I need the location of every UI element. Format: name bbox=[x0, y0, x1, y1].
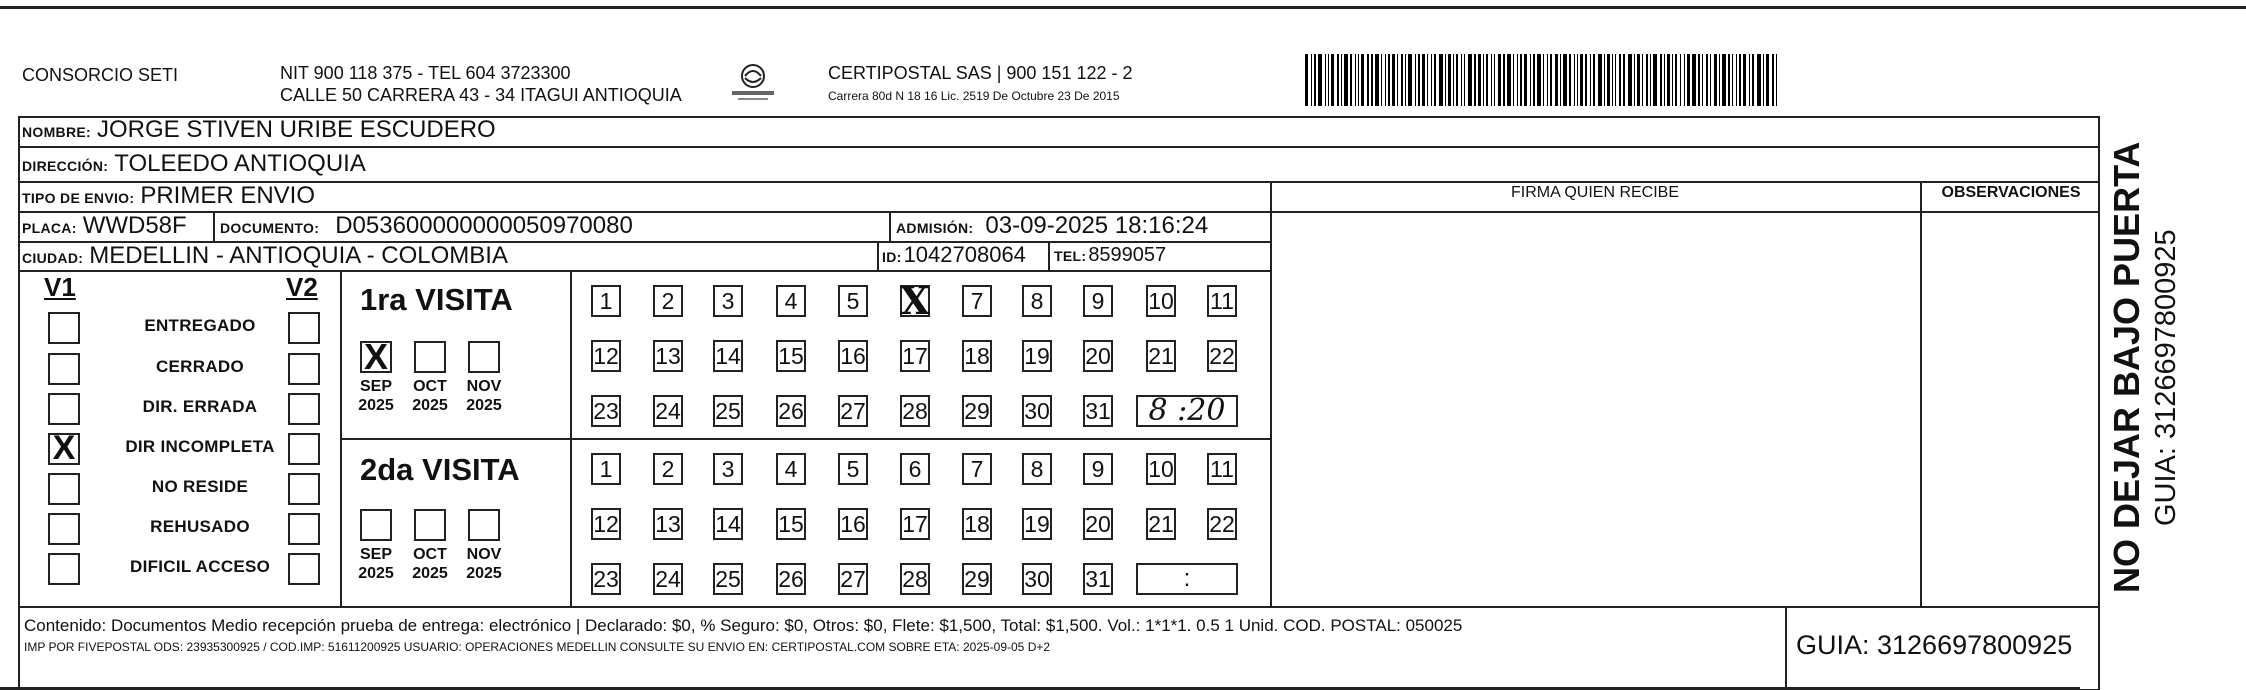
tel-value: 8599057 bbox=[1088, 244, 1167, 266]
barcode-bar bbox=[1328, 54, 1329, 106]
day-box[interactable]: 9 bbox=[1083, 453, 1113, 485]
company-name: CONSORCIO SETI bbox=[22, 65, 179, 85]
barcode-bar bbox=[1563, 54, 1567, 106]
barcode-bar bbox=[1397, 54, 1398, 106]
barcode-bar bbox=[1714, 54, 1717, 106]
barcode-bar bbox=[1650, 54, 1651, 106]
day-box[interactable]: 25 bbox=[713, 563, 743, 595]
certipostal-line1: CERTIPOSTAL SAS | 900 151 122 - 2 bbox=[828, 63, 1133, 83]
day-box[interactable]: 24 bbox=[653, 563, 683, 595]
barcode-bar bbox=[1491, 54, 1492, 106]
v1-checkbox[interactable] bbox=[48, 312, 80, 344]
barcode-bar bbox=[1461, 54, 1462, 106]
admision-value: 03-09-2025 18:16:24 bbox=[985, 212, 1209, 239]
day-box[interactable]: 7 bbox=[962, 453, 992, 485]
barcode-bar bbox=[1337, 54, 1339, 106]
month-checkbox[interactable] bbox=[468, 341, 500, 373]
barcode-bar bbox=[1341, 54, 1342, 106]
v2-label: V2 bbox=[286, 272, 318, 302]
v1-checkbox[interactable] bbox=[48, 553, 80, 585]
footer-guia: GUIA: 3126697800925 bbox=[1796, 630, 2073, 660]
barcode-bar bbox=[1604, 54, 1605, 106]
tipo-label: TIPO DE ENVIO: bbox=[22, 190, 135, 206]
v1-label: V1 bbox=[44, 272, 76, 302]
day-box[interactable]: 12 bbox=[591, 340, 621, 372]
documento-row bbox=[220, 212, 633, 240]
barcode-bar bbox=[1513, 54, 1514, 106]
tel-label: TEL: bbox=[1054, 248, 1087, 264]
month-label: SEP 2025 bbox=[358, 378, 394, 414]
barcode-bar bbox=[1418, 54, 1420, 106]
v1-checkbox[interactable] bbox=[48, 513, 80, 545]
footer-print-line: IMP POR FIVEPOSTAL ODS: 23935300925 / COD.IMP: 51611200925 USUARIO: OPERACIONES MEDELLIN CONSULTE SU ENVIO EN: CERTIPOSTAL.COM SOBRE ETA: 2025-09-05 D+2 bbox=[24, 640, 1051, 654]
barcode-bar bbox=[1577, 54, 1578, 106]
day-box[interactable]: 15 bbox=[776, 508, 806, 540]
day-box[interactable]: 27 bbox=[838, 395, 868, 427]
status-option-label: DIR INCOMPLETA bbox=[125, 437, 275, 456]
barcode-bar bbox=[1486, 54, 1488, 106]
barcode-bar bbox=[1483, 54, 1484, 106]
barcode-bar bbox=[1520, 54, 1522, 106]
barcode-bar bbox=[1498, 54, 1501, 106]
ciudad-value: MEDELLIN - ANTIOQUIA - COLOMBIA bbox=[89, 242, 508, 269]
day-box[interactable]: 4 bbox=[776, 285, 806, 317]
barcode-bar bbox=[1706, 54, 1708, 106]
second-visit-title: 2da VISITA bbox=[360, 452, 520, 487]
day-box[interactable]: 18 bbox=[962, 508, 992, 540]
barcode-bar bbox=[1728, 54, 1730, 106]
v2-checkbox[interactable] bbox=[288, 393, 320, 425]
month-checkbox[interactable] bbox=[414, 509, 446, 541]
barcode-bar bbox=[1619, 54, 1621, 106]
v2-checkbox[interactable] bbox=[288, 473, 320, 505]
barcode-bar bbox=[1672, 54, 1673, 106]
barcode-bar bbox=[1612, 54, 1613, 106]
day-box[interactable]: 30 bbox=[1022, 563, 1052, 595]
barcode-bar bbox=[1464, 54, 1465, 106]
day-box[interactable]: 22 bbox=[1207, 340, 1237, 372]
barcode-bar bbox=[1569, 54, 1571, 106]
day-box[interactable]: 1 bbox=[591, 453, 621, 485]
day-box[interactable]: 29 bbox=[962, 563, 992, 595]
barcode-bar bbox=[1628, 54, 1632, 106]
barcode-bar bbox=[1607, 54, 1610, 106]
tipo-row bbox=[22, 182, 315, 210]
day-box[interactable]: 30 bbox=[1022, 395, 1052, 427]
nombre-label: NOMBRE: bbox=[22, 124, 91, 140]
barcode-bar bbox=[1311, 54, 1312, 106]
v1-checkbox[interactable] bbox=[48, 473, 80, 505]
time-box[interactable]: 8 :20 bbox=[1136, 395, 1238, 427]
status-option-label: DIR. ERRADA bbox=[142, 397, 258, 416]
barcode-bar bbox=[1752, 54, 1754, 106]
day-box[interactable]: 2 bbox=[653, 453, 683, 485]
barcode-bar bbox=[1710, 54, 1711, 106]
barcode-bar bbox=[1361, 54, 1364, 106]
barcode-bar bbox=[1318, 54, 1322, 106]
month-label: OCT 2025 bbox=[412, 378, 448, 414]
barcode-bar bbox=[1623, 54, 1625, 106]
barcode-bar bbox=[1355, 54, 1356, 106]
day-box[interactable]: 1 bbox=[591, 285, 621, 317]
v1-checkbox[interactable] bbox=[48, 353, 80, 385]
barcode-bar bbox=[1664, 54, 1665, 106]
barcode-bar bbox=[1598, 54, 1602, 106]
barcode-bar bbox=[1325, 54, 1326, 106]
day-box[interactable]: 18 bbox=[962, 340, 992, 372]
day-box[interactable]: 20 bbox=[1083, 340, 1113, 372]
day-box[interactable]: 11 bbox=[1207, 453, 1237, 485]
day-box[interactable]: 17 bbox=[900, 508, 930, 540]
barcode-bar bbox=[1401, 54, 1403, 106]
barcode-bar bbox=[1550, 54, 1552, 106]
barcode-bar bbox=[1503, 54, 1505, 106]
barcode-bar bbox=[1388, 54, 1390, 106]
barcode-bar bbox=[1375, 54, 1379, 106]
shipping-label-frame bbox=[18, 116, 2100, 690]
barcode-bar bbox=[1468, 54, 1472, 106]
barcode-bar bbox=[1434, 54, 1436, 106]
month-checkbox[interactable] bbox=[414, 341, 446, 373]
day-box[interactable]: 8 bbox=[1022, 453, 1052, 485]
barcode-bar bbox=[1408, 54, 1412, 106]
id-label: ID: bbox=[882, 249, 902, 265]
day-box[interactable]: 20 bbox=[1083, 508, 1113, 540]
day-box[interactable]: 16 bbox=[838, 340, 868, 372]
barcode-bar bbox=[1687, 54, 1690, 106]
id-value: 1042708064 bbox=[903, 242, 1026, 267]
day-box[interactable]: 3 bbox=[713, 285, 743, 317]
day-box[interactable]: 6 bbox=[900, 453, 930, 485]
barcode-bar bbox=[1585, 54, 1587, 106]
observaciones-header: OBSERVACIONES bbox=[1941, 184, 2081, 201]
top-rule bbox=[0, 6, 2246, 9]
day-box[interactable]: 26 bbox=[776, 395, 806, 427]
placa-label: PLACA: bbox=[22, 220, 77, 236]
day-check-mark: X bbox=[900, 278, 930, 323]
day-box[interactable]: 29 bbox=[962, 395, 992, 427]
barcode-bar bbox=[1537, 54, 1541, 106]
day-box[interactable]: 5 bbox=[838, 453, 868, 485]
ciudad-label: CIUDAD: bbox=[22, 250, 84, 266]
time-box[interactable]: : bbox=[1136, 563, 1238, 595]
barcode-bar bbox=[1590, 54, 1591, 106]
barcode-bar bbox=[1660, 54, 1662, 106]
certipostal-line2: Carrera 80d N 18 16 Lic. 2519 De Octubre 23 De 2015 bbox=[828, 89, 1120, 103]
barcode-bar bbox=[1702, 54, 1703, 106]
address-line: CALLE 50 CARRERA 43 - 34 ITAGUI ANTIOQUIA bbox=[280, 85, 682, 105]
barcode-bar bbox=[1739, 54, 1741, 106]
barcode-bar bbox=[1314, 54, 1316, 106]
barcode-bar bbox=[1580, 54, 1583, 106]
barcode-bar bbox=[1344, 54, 1348, 106]
day-box[interactable]: 13 bbox=[653, 340, 683, 372]
barcode-bar bbox=[1367, 54, 1369, 106]
status-option-label: REHUSADO bbox=[150, 517, 250, 536]
day-box[interactable]: 9 bbox=[1083, 285, 1113, 317]
barcode-bar bbox=[1675, 54, 1677, 106]
firma-header: FIRMA QUIEN RECIBE bbox=[1510, 184, 1680, 201]
barcode-bar bbox=[1776, 54, 1777, 106]
barcode-bar bbox=[1533, 54, 1535, 106]
day-box[interactable]: 8 bbox=[1022, 285, 1052, 317]
barcode-bar bbox=[1743, 54, 1746, 106]
barcode-bar bbox=[1637, 54, 1640, 106]
barcode-bar bbox=[1456, 54, 1458, 106]
status-option-label: DIFICIL ACCESO bbox=[130, 557, 271, 576]
barcode-bar bbox=[1431, 54, 1432, 106]
v2-checkbox[interactable] bbox=[288, 353, 320, 385]
certipostal-logo bbox=[730, 60, 776, 106]
day-box[interactable]: 26 bbox=[776, 563, 806, 595]
day-box[interactable]: 19 bbox=[1022, 340, 1052, 372]
day-box[interactable]: 22 bbox=[1207, 508, 1237, 540]
direccion-label: DIRECCIÓN: bbox=[22, 158, 109, 174]
first-visit-title: 1ra VISITA bbox=[360, 282, 513, 317]
day-box[interactable]: 25 bbox=[713, 395, 743, 427]
barcode-bar bbox=[1719, 54, 1720, 106]
barcode-bar bbox=[1530, 54, 1531, 106]
barcode-bar bbox=[1392, 54, 1395, 106]
v2-checkbox[interactable] bbox=[288, 513, 320, 545]
day-box[interactable]: 2 bbox=[653, 285, 683, 317]
barcode-bar bbox=[1692, 54, 1696, 106]
v2-checkbox[interactable] bbox=[288, 433, 320, 465]
barcode-bar bbox=[1684, 54, 1685, 106]
status-option-label: CERRADO bbox=[155, 357, 245, 376]
barcode-bar bbox=[1350, 54, 1352, 106]
day-box[interactable]: 19 bbox=[1022, 508, 1052, 540]
day-box[interactable]: 21 bbox=[1146, 340, 1176, 372]
barcode-bar bbox=[1653, 54, 1657, 106]
barcode-bar bbox=[1766, 54, 1769, 106]
barcode-bar bbox=[1543, 54, 1544, 106]
barcode-bar bbox=[1507, 54, 1511, 106]
barcode-bar bbox=[1615, 54, 1616, 106]
barcode-bar bbox=[1415, 54, 1416, 106]
barcode-bar bbox=[1405, 54, 1406, 106]
direccion-row bbox=[22, 150, 366, 178]
barcode-bar bbox=[1642, 54, 1643, 106]
barcode-bar bbox=[1574, 54, 1575, 106]
barcode-bar bbox=[1358, 54, 1359, 106]
day-box[interactable]: 7 bbox=[962, 285, 992, 317]
day-box[interactable]: 3 bbox=[713, 453, 743, 485]
day-box[interactable]: 15 bbox=[776, 340, 806, 372]
nombre-value: JORGE STIVEN URIBE ESCUDERO bbox=[96, 116, 496, 143]
month-label: SEP 2025 bbox=[358, 546, 394, 582]
barcode-bar bbox=[1371, 54, 1373, 106]
barcode-bar bbox=[1732, 54, 1733, 106]
day-box[interactable]: 11 bbox=[1207, 285, 1237, 317]
no-dejar-warning: NO DEJAR BAJO PUERTA bbox=[2106, 141, 2147, 593]
barcode-bar bbox=[1593, 54, 1595, 106]
day-box[interactable]: 14 bbox=[713, 340, 743, 372]
footer-content-line: Contenido: Documentos Medio recepción prueba de entrega: electrónico | Declarado: $0, % Seguro: $0, Otros: $0, Flete: $1,500, Total: $1,500. Vol.: 1*1*1. 0.5 1 Unid. COD. POSTAL: 050025 bbox=[24, 616, 1463, 635]
month-label: OCT 2025 bbox=[412, 546, 448, 582]
id-row bbox=[882, 242, 1026, 268]
status-option-label: ENTREGADO bbox=[144, 316, 256, 335]
barcode-bar bbox=[1517, 54, 1518, 106]
barcode-bar bbox=[1381, 54, 1382, 106]
status-option-label: NO RESIDE bbox=[151, 477, 249, 496]
barcode bbox=[1305, 54, 1960, 106]
barcode-bar bbox=[1634, 54, 1635, 106]
barcode-bar bbox=[1667, 54, 1670, 106]
barcode-bar bbox=[1524, 54, 1527, 106]
day-box[interactable]: 28 bbox=[900, 395, 930, 427]
nombre-row bbox=[22, 116, 496, 144]
day-box[interactable]: 14 bbox=[713, 508, 743, 540]
tel-row bbox=[1054, 244, 1166, 267]
barcode-bar bbox=[1698, 54, 1700, 106]
barcode-bar bbox=[1474, 54, 1476, 106]
v1-check-mark: X bbox=[52, 429, 76, 467]
admision-label: ADMISIÓN: bbox=[896, 220, 974, 236]
documento-label: DOCUMENTO: bbox=[220, 220, 320, 236]
barcode-bar bbox=[1478, 54, 1481, 106]
barcode-bar bbox=[1772, 54, 1774, 106]
v2-checkbox[interactable] bbox=[288, 553, 320, 585]
placa-value: WWD58F bbox=[82, 212, 187, 239]
day-box[interactable]: 10 bbox=[1146, 285, 1176, 317]
barcode-bar bbox=[1494, 54, 1495, 106]
day-box[interactable]: 10 bbox=[1146, 453, 1176, 485]
admision-row bbox=[896, 212, 1208, 240]
day-box[interactable]: 16 bbox=[838, 508, 868, 540]
day-box[interactable]: 23 bbox=[591, 563, 621, 595]
day-box[interactable]: 5 bbox=[838, 285, 868, 317]
month-label: NOV 2025 bbox=[466, 546, 502, 582]
barcode-bar bbox=[1680, 54, 1681, 106]
barcode-bar bbox=[1763, 54, 1764, 106]
barcode-bar bbox=[1547, 54, 1548, 106]
month-checkbox[interactable] bbox=[360, 509, 392, 541]
placa-row bbox=[22, 212, 187, 240]
nit-line: NIT 900 118 375 - TEL 604 3723300 bbox=[280, 63, 571, 83]
month-label: NOV 2025 bbox=[466, 378, 502, 414]
documento-value: D053600000000050970080 bbox=[335, 212, 633, 239]
day-box[interactable]: 17 bbox=[900, 340, 930, 372]
day-box[interactable]: 31 bbox=[1083, 395, 1113, 427]
barcode-bar bbox=[1560, 54, 1561, 106]
ciudad-row bbox=[22, 242, 508, 270]
barcode-bar bbox=[1439, 54, 1443, 106]
day-box[interactable]: 24 bbox=[653, 395, 683, 427]
month-check-mark: X bbox=[363, 336, 388, 377]
barcode-bar bbox=[1736, 54, 1737, 106]
barcode-bar bbox=[1427, 54, 1428, 106]
month-checkbox[interactable] bbox=[468, 509, 500, 541]
direccion-value: TOLEEDO ANTIOQUIA bbox=[114, 150, 366, 177]
barcode-bar bbox=[1555, 54, 1558, 106]
day-box[interactable]: 27 bbox=[838, 563, 868, 595]
side-guia: GUIA: 3126697800925 bbox=[2150, 229, 2182, 526]
barcode-bar bbox=[1422, 54, 1425, 106]
v2-checkbox[interactable] bbox=[288, 312, 320, 344]
day-box[interactable]: 4 bbox=[776, 453, 806, 485]
barcode-bar bbox=[1448, 54, 1451, 106]
barcode-bar bbox=[1722, 54, 1726, 106]
barcode-bar bbox=[1453, 54, 1454, 106]
day-box[interactable]: 12 bbox=[591, 508, 621, 540]
tipo-value: PRIMER ENVIO bbox=[140, 182, 316, 209]
barcode-bar bbox=[1445, 54, 1446, 106]
day-box[interactable]: 23 bbox=[591, 395, 621, 427]
barcode-bar bbox=[1749, 54, 1750, 106]
day-box[interactable]: 21 bbox=[1146, 508, 1176, 540]
barcode-bar bbox=[1646, 54, 1648, 106]
barcode-bar bbox=[1305, 54, 1308, 106]
barcode-bar bbox=[1331, 54, 1334, 106]
barcode-bar bbox=[1385, 54, 1386, 106]
day-box[interactable]: 28 bbox=[900, 563, 930, 595]
barcode-bar bbox=[1757, 54, 1761, 106]
day-box[interactable]: 13 bbox=[653, 508, 683, 540]
day-box[interactable]: 31 bbox=[1083, 563, 1113, 595]
v1-checkbox[interactable] bbox=[48, 393, 80, 425]
